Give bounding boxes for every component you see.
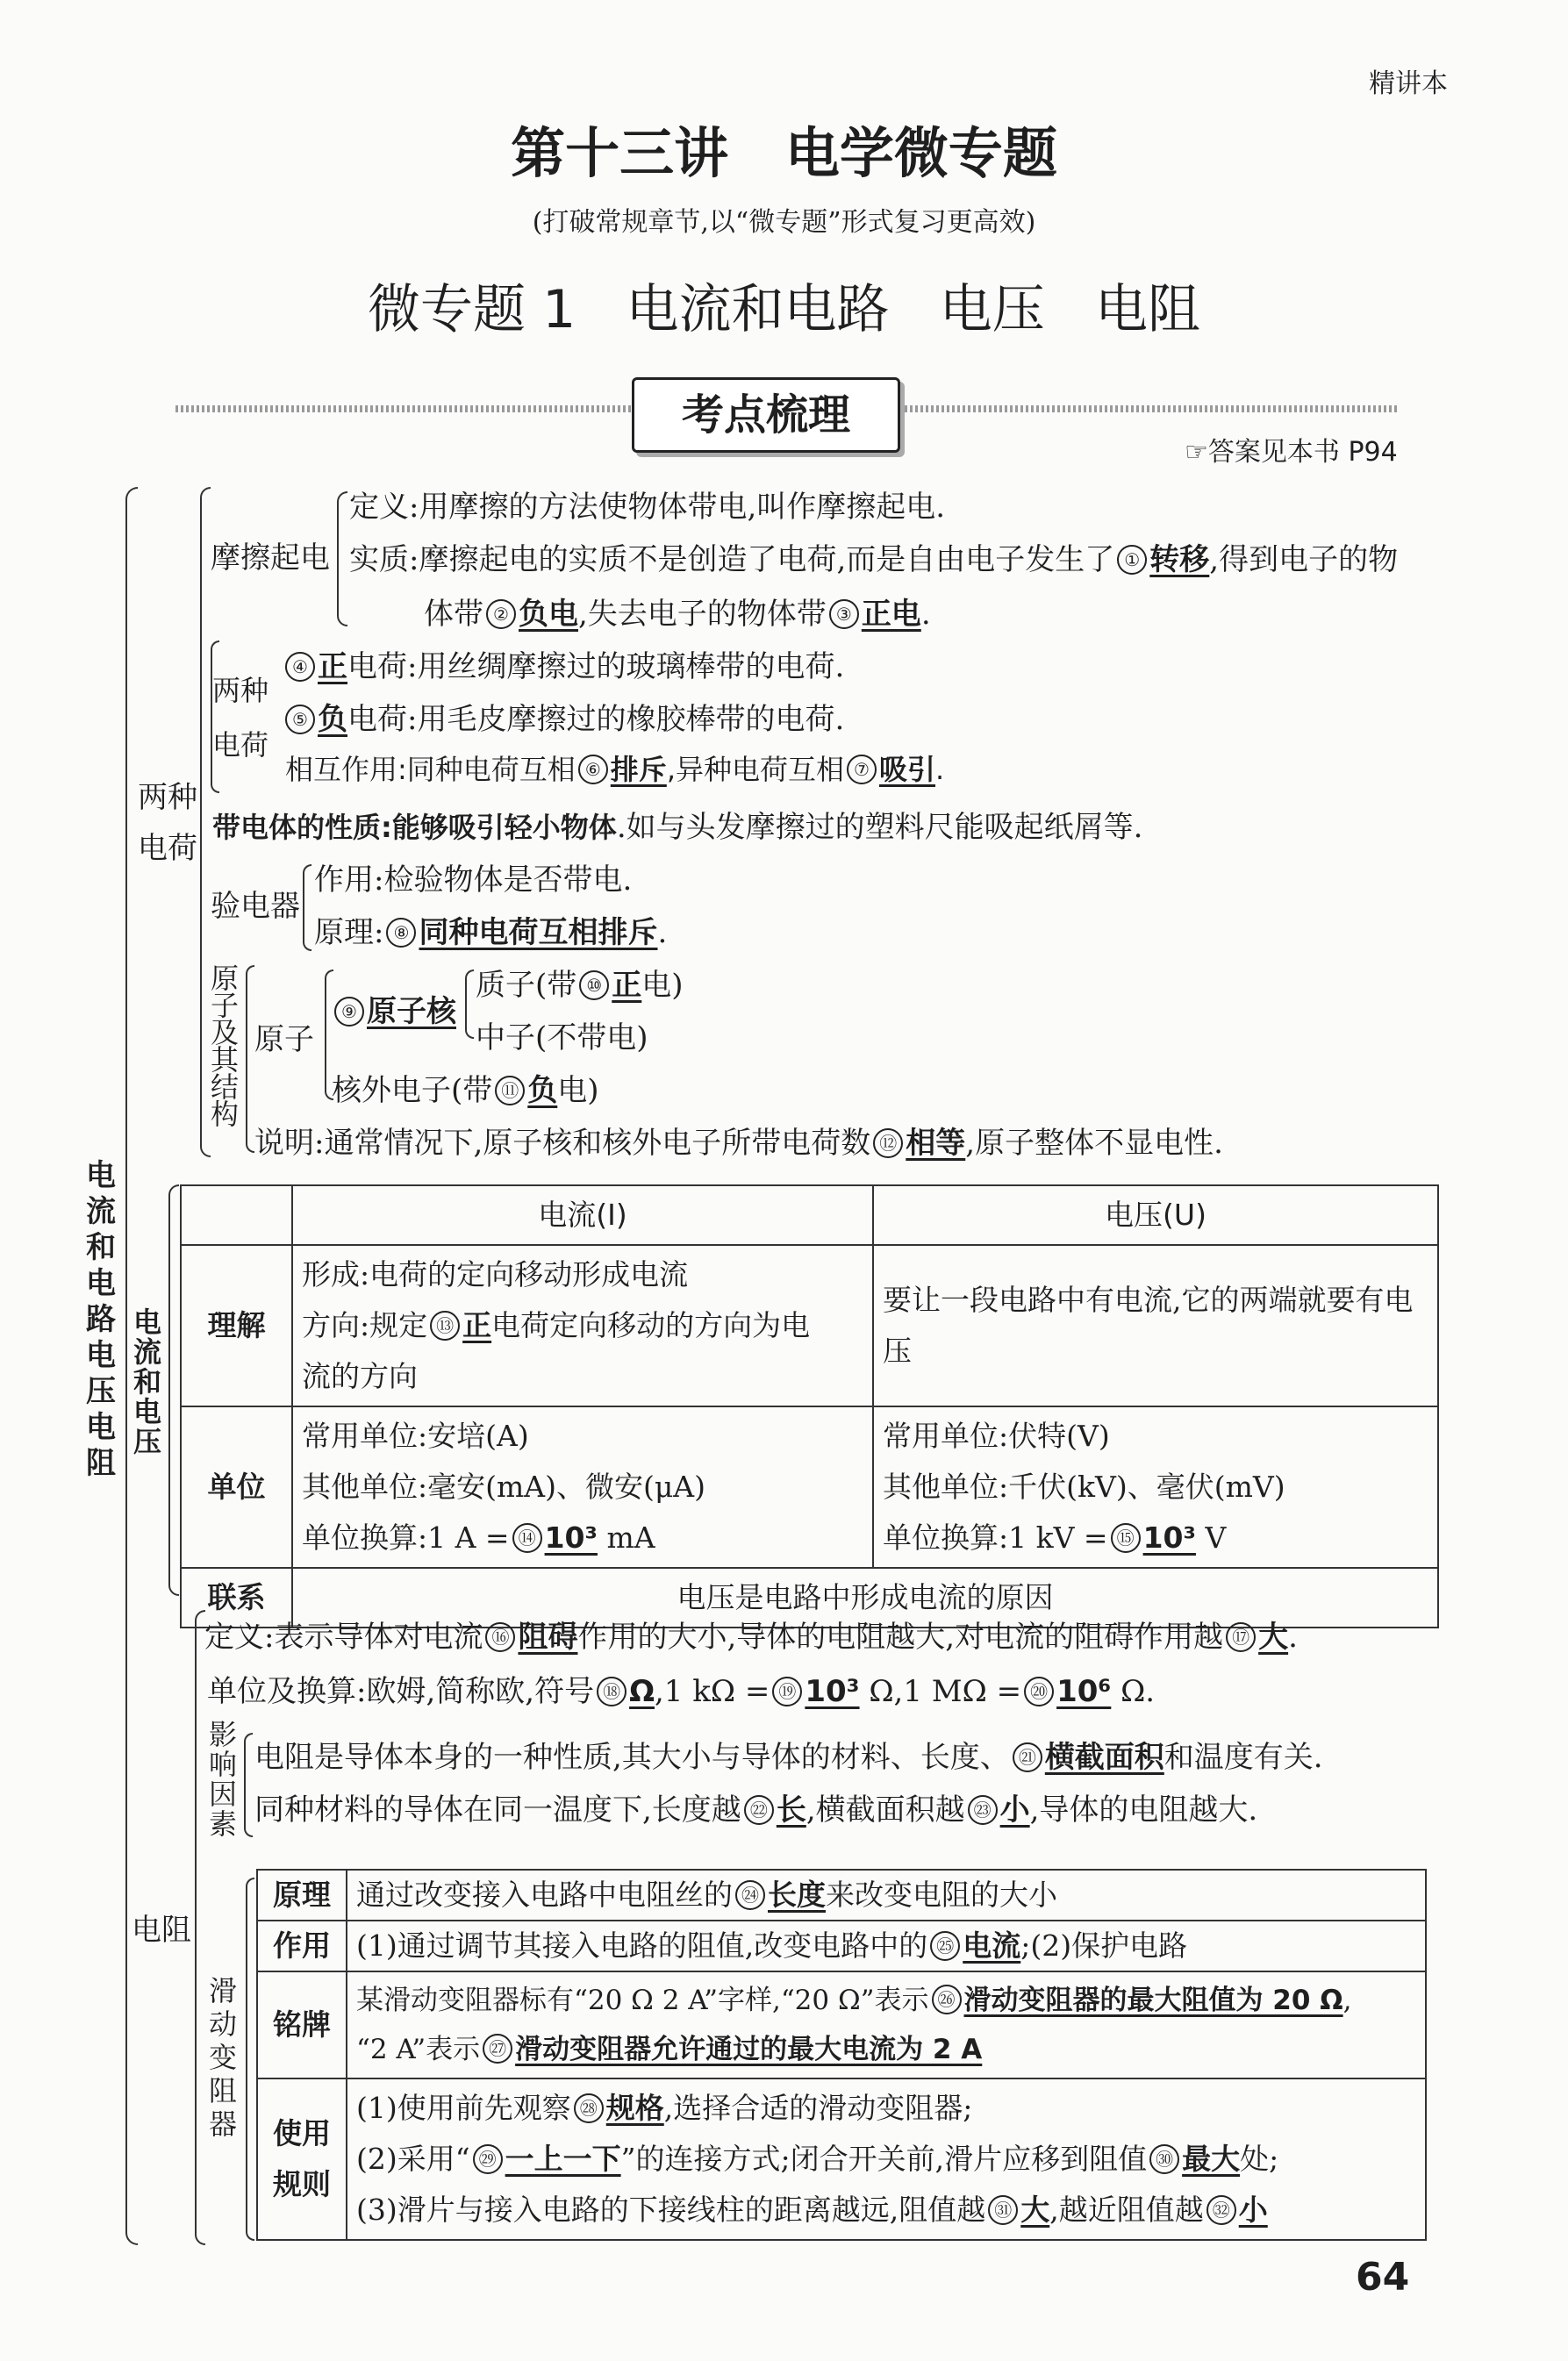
voltage-units bbox=[873, 1406, 1438, 1568]
current-voltage-table bbox=[180, 1184, 1439, 1628]
answer-5: 负 bbox=[318, 702, 347, 737]
two-kinds-label2: 电荷 bbox=[212, 728, 269, 762]
factor-2 bbox=[254, 1785, 1257, 1828]
interaction-text: ,异种电荷互相 bbox=[666, 753, 844, 786]
usage-text: ,选择合适的滑动变阻器; bbox=[663, 2091, 973, 2125]
factor-text: ,导体的电阻越大. bbox=[1029, 1792, 1258, 1828]
blank-number: ⑱ bbox=[597, 1677, 626, 1706]
current-unit-other: 其他单位:毫安(mA)、微安(μA) bbox=[302, 1470, 706, 1504]
answer-23: 小 bbox=[999, 1792, 1030, 1828]
blank-number: ⑪ bbox=[495, 1076, 525, 1105]
answer-28: 规格 bbox=[605, 2091, 664, 2125]
answer-11: 负 bbox=[527, 1073, 558, 1108]
function-cell bbox=[347, 1921, 1426, 1971]
atom-note bbox=[254, 1119, 1223, 1162]
blank-number: ⑬ bbox=[430, 1311, 460, 1341]
nucleus bbox=[332, 987, 456, 1030]
blank-number: ⑰ bbox=[1226, 1622, 1256, 1652]
friction-brace bbox=[337, 491, 347, 626]
answer-ref-text: 答案见本书 P94 bbox=[1207, 437, 1398, 468]
charges-label: 两种电荷 bbox=[138, 780, 197, 866]
topic-title: 微专题 1 电流和电路 电压 电阻 bbox=[368, 279, 1200, 340]
factor-text: 同种材料的导体在同一温度下,长度越 bbox=[254, 1792, 741, 1828]
blank-number: ⑦ bbox=[847, 755, 877, 784]
blank-number: ⑧ bbox=[386, 918, 416, 948]
answer-32: 小 bbox=[1238, 2193, 1268, 2227]
answer-29: 一上一下 bbox=[505, 2142, 621, 2176]
plate-line-2 bbox=[356, 2025, 1416, 2074]
row-label-relation: 联系 bbox=[181, 1568, 292, 1628]
answer-20: 10⁶ bbox=[1056, 1674, 1112, 1709]
answer-18: Ω bbox=[629, 1674, 655, 1709]
voltage-unit-common: 常用单位:伏特(V) bbox=[883, 1419, 1110, 1453]
cv-brace bbox=[168, 1184, 179, 1596]
function-text: ;(2)保护电路 bbox=[1020, 1928, 1188, 1963]
answer-3: 正电 bbox=[861, 597, 921, 632]
plate-line-1 bbox=[356, 1976, 1416, 2025]
row-label-principle: 原理 bbox=[257, 1870, 347, 1921]
section-label: 考点梳理 bbox=[632, 377, 900, 453]
blank-number: ④ bbox=[285, 652, 315, 682]
unit-text: Ω. bbox=[1111, 1674, 1156, 1709]
def-text: 作用的大小,导体的电阻越大,对电流的阻碍作用越 bbox=[577, 1620, 1224, 1655]
unit-text: 单位及换算:欧姆,简称欧,符号 bbox=[207, 1674, 595, 1709]
row-label-function: 作用 bbox=[257, 1921, 347, 1971]
cv-label: 电流和电压 bbox=[132, 1306, 161, 1458]
factor-text: ,横截面积越 bbox=[805, 1792, 965, 1828]
conversion-text: mA bbox=[597, 1520, 655, 1555]
usage-rule-3 bbox=[356, 2185, 1416, 2236]
answer-9: 原子核 bbox=[367, 994, 456, 1029]
plate-text: “2 A”表示 bbox=[356, 2034, 481, 2065]
answer-25: 电流 bbox=[963, 1928, 1021, 1963]
voltage-unit-other: 其他单位:千伏(kV)、毫伏(mV) bbox=[883, 1470, 1285, 1504]
period: . bbox=[920, 597, 931, 632]
electron-text: 电) bbox=[557, 1073, 599, 1108]
factors-brace bbox=[244, 1733, 253, 1837]
rheostat-table bbox=[256, 1869, 1427, 2241]
row-label-unit: 单位 bbox=[181, 1406, 292, 1568]
blank-number: ㉘ bbox=[574, 2093, 604, 2123]
blank-number: ⑯ bbox=[485, 1622, 515, 1652]
friction-def: 定义:用摩擦的方法使物体带电,叫作摩擦起电. bbox=[349, 490, 946, 525]
answer-31: 大 bbox=[1020, 2193, 1050, 2227]
conversion-text: 单位换算:1 kV = bbox=[883, 1520, 1108, 1555]
proton-text: 电) bbox=[641, 968, 684, 1003]
friction-label: 摩擦起电 bbox=[211, 540, 330, 576]
main-topic-label: 电流和电路 电压 电阻 bbox=[86, 1158, 116, 1481]
plate-text: , bbox=[1342, 1985, 1352, 2016]
pointing-hand-icon: ☞ bbox=[1185, 437, 1208, 468]
blank-number: ① bbox=[1117, 545, 1147, 575]
col-current: 电流(I) bbox=[292, 1185, 873, 1245]
blank-number: ㉔ bbox=[735, 1880, 765, 1910]
factor-text: 电阻是导体本身的一种性质,其大小与导体的材料、长度、 bbox=[254, 1740, 1010, 1775]
blank-number: ㉛ bbox=[988, 2195, 1018, 2225]
voltage-unit-conversion bbox=[883, 1513, 1428, 1563]
blank-number: ㉓ bbox=[968, 1795, 998, 1825]
answer-15: 10³ bbox=[1142, 1520, 1196, 1555]
note-text: 说明:通常情况下,原子核和核外电子所带电荷数 bbox=[254, 1126, 871, 1161]
usage-text: 处; bbox=[1240, 2142, 1279, 2176]
factors-label: 影响因素 bbox=[208, 1718, 237, 1841]
negative-charge bbox=[283, 695, 844, 738]
table-row bbox=[181, 1245, 1438, 1406]
answer-4: 正 bbox=[318, 649, 347, 684]
answer-13: 正 bbox=[462, 1308, 492, 1342]
row-label-plate: 铭牌 bbox=[257, 1971, 347, 2078]
resistance-brace bbox=[195, 1610, 205, 2245]
answer-8: 同种电荷互相排斥 bbox=[419, 915, 658, 950]
table-row bbox=[257, 2078, 1426, 2240]
table-corner bbox=[181, 1185, 292, 1245]
unit-text: ,1 kΩ = bbox=[654, 1674, 770, 1709]
usage-text: ,越近阻值越 bbox=[1049, 2193, 1204, 2227]
essence-text: 体带 bbox=[424, 597, 483, 632]
direction-text: 方向:规定 bbox=[302, 1308, 428, 1342]
answer-30: 最大 bbox=[1182, 2142, 1241, 2176]
answer-ref bbox=[1185, 430, 1398, 469]
answer-21: 横截面积 bbox=[1044, 1740, 1164, 1775]
plate-text: 某滑动变阻器标有“20 Ω 2 A”字样,“20 Ω”表示 bbox=[356, 1985, 929, 2016]
electroscope-principle bbox=[314, 908, 667, 951]
atom-structure-brace bbox=[246, 965, 254, 1153]
charged-property bbox=[212, 803, 1142, 846]
page-number: 64 bbox=[1356, 2255, 1410, 2300]
rheostat-label: 滑动变阻器 bbox=[208, 1974, 237, 2141]
essence-text: ,得到电子的物 bbox=[1209, 542, 1399, 577]
blank-number: ⑳ bbox=[1024, 1677, 1054, 1706]
interaction-text: 相互作用:同种电荷互相 bbox=[285, 753, 576, 786]
conversion-text: V bbox=[1195, 1520, 1227, 1555]
usage-text: (2)采用“ bbox=[356, 2142, 470, 2176]
header-tag: 精讲本 bbox=[1369, 68, 1448, 99]
usage-cell bbox=[347, 2078, 1426, 2240]
current-units bbox=[292, 1406, 873, 1568]
electroscope-label: 验电器 bbox=[211, 889, 300, 924]
property-rest: .如与头发摩擦过的塑料尺能吸起纸屑等. bbox=[616, 810, 1143, 845]
answer-6: 排斥 bbox=[610, 753, 667, 786]
note-text: ,原子整体不显电性. bbox=[965, 1126, 1223, 1161]
plate-cell bbox=[347, 1971, 1426, 2078]
current-unit-conversion bbox=[302, 1513, 863, 1563]
divider-right bbox=[899, 405, 1400, 412]
current-direction bbox=[302, 1300, 863, 1351]
function-text: (1)通过调节其接入电路的阻值,改变电路中的 bbox=[356, 1928, 928, 1963]
principle-text: 通过改变接入电路中电阻丝的 bbox=[356, 1878, 733, 1912]
friction-essence-line2 bbox=[424, 590, 931, 633]
answer-27: 滑动变阻器允许通过的最大电流为 2 A bbox=[515, 2034, 983, 2065]
blank-number: ⑮ bbox=[1111, 1523, 1141, 1553]
answer-2: 负电 bbox=[519, 597, 578, 632]
period: . bbox=[935, 753, 945, 786]
resistance-def bbox=[204, 1613, 1298, 1656]
blank-number: ㉖ bbox=[932, 1985, 962, 2014]
table-row bbox=[257, 1921, 1426, 1971]
usage-text: ”的连接方式;闭合开关前,滑片应移到阻值 bbox=[620, 2142, 1148, 2176]
answer-7: 吸引 bbox=[879, 753, 936, 786]
two-kinds-brace bbox=[211, 640, 219, 793]
electroscope-brace bbox=[303, 864, 311, 951]
answer-19: 10³ bbox=[805, 1674, 860, 1709]
def-text: 定义:表示导体对电流 bbox=[204, 1620, 483, 1655]
blank-number: ⑩ bbox=[579, 970, 609, 1000]
charge-text: 电荷:用毛皮摩擦过的橡胶棒带的电荷. bbox=[347, 702, 845, 737]
table-row bbox=[257, 1870, 1426, 1921]
current-unit-common: 常用单位:安培(A) bbox=[302, 1419, 529, 1453]
proton bbox=[476, 961, 684, 1004]
blank-number: ㉚ bbox=[1149, 2144, 1179, 2174]
nucleus-brace bbox=[465, 969, 474, 1039]
essence-text: 实质:摩擦起电的实质不是创造了电荷,而是自由电子发生了 bbox=[349, 542, 1115, 577]
row-label-understand: 理解 bbox=[181, 1245, 292, 1406]
blank-number: ③ bbox=[829, 599, 859, 629]
usage-rule-2 bbox=[356, 2134, 1416, 2185]
charge-text: 电荷:用丝绸摩擦过的玻璃棒带的电荷. bbox=[347, 649, 845, 684]
answer-14: 10³ bbox=[544, 1520, 598, 1555]
answer-16: 阻碍 bbox=[518, 1620, 578, 1655]
property-bold: 带电体的性质:能够吸引轻小物体 bbox=[212, 811, 617, 844]
conversion-text: 单位换算:1 A = bbox=[302, 1520, 510, 1555]
atom-structure-label: 原子及其结构 bbox=[210, 962, 239, 1131]
answer-10: 正 bbox=[612, 968, 642, 1003]
electroscope-use: 作用:检验物体是否带电. bbox=[314, 862, 633, 898]
resistance-label: 电阻 bbox=[132, 1913, 191, 1948]
blank-number: ㉑ bbox=[1013, 1742, 1042, 1772]
blank-number: ⑫ bbox=[873, 1128, 903, 1158]
two-kinds-label1: 两种 bbox=[212, 674, 269, 707]
row-label-usage: 使用规则 bbox=[257, 2078, 347, 2240]
answer-26: 滑动变阻器的最大阻值为 20 Ω bbox=[963, 1985, 1343, 2016]
answer-1: 转移 bbox=[1149, 542, 1210, 577]
factor-1 bbox=[254, 1733, 1323, 1776]
factor-text: 和温度有关. bbox=[1163, 1740, 1323, 1775]
blank-number: ⑤ bbox=[285, 705, 315, 734]
essence-text: ,失去电子的物体带 bbox=[578, 597, 827, 632]
neutron: 中子(不带电) bbox=[476, 1020, 648, 1055]
usage-rule-1 bbox=[356, 2083, 1416, 2134]
usage-text: (1)使用前先观察 bbox=[356, 2091, 571, 2125]
period: . bbox=[1288, 1620, 1298, 1655]
blank-number: ⑨ bbox=[334, 997, 364, 1027]
relation-cell: 电压是电路中形成电流的原因 bbox=[292, 1568, 1438, 1628]
atom-label: 原子 bbox=[254, 1022, 314, 1057]
divider-left bbox=[175, 405, 632, 412]
blank-number: ㉗ bbox=[483, 2034, 512, 2064]
current-direction-line2: 流的方向 bbox=[302, 1359, 418, 1393]
current-formation: 形成:电荷的定向移动形成电流 bbox=[302, 1257, 689, 1291]
principle-text: 来改变电阻的大小 bbox=[826, 1878, 1057, 1912]
electron-text: 核外电子(带 bbox=[332, 1073, 493, 1108]
blank-number: ㉙ bbox=[473, 2144, 503, 2174]
blank-number: ⑥ bbox=[578, 755, 608, 784]
blank-number: ㉒ bbox=[744, 1795, 774, 1825]
proton-text: 质子(带 bbox=[476, 968, 577, 1003]
blank-number: ㉜ bbox=[1206, 2195, 1236, 2225]
col-voltage: 电压(U) bbox=[873, 1185, 1438, 1245]
blank-number: ⑭ bbox=[512, 1523, 542, 1553]
table-row bbox=[181, 1406, 1438, 1568]
electron bbox=[332, 1066, 599, 1109]
blank-number: ② bbox=[486, 599, 516, 629]
usage-text: (3)滑片与接入电路的下接线柱的距离越远,阻值越 bbox=[356, 2193, 986, 2227]
blank-number: ㉕ bbox=[930, 1931, 960, 1961]
rheostat-brace bbox=[246, 1878, 254, 2241]
unit-text: Ω,1 MΩ = bbox=[859, 1674, 1022, 1709]
voltage-understand: 要让一段电路中有电流,它的两端就要有电压 bbox=[873, 1245, 1438, 1406]
period: . bbox=[657, 915, 668, 950]
direction-text: 电荷定向移动的方向为电 bbox=[491, 1308, 811, 1342]
table-row bbox=[257, 1971, 1426, 2078]
interaction bbox=[285, 748, 944, 788]
table-header-row bbox=[181, 1185, 1438, 1245]
lecture-title: 第十三讲 电学微专题 bbox=[511, 121, 1057, 185]
positive-charge bbox=[283, 642, 844, 685]
answer-12: 相等 bbox=[906, 1126, 966, 1161]
answer-22: 长 bbox=[776, 1792, 806, 1828]
principle-cell bbox=[347, 1870, 1426, 1921]
resistance-unit bbox=[207, 1667, 1155, 1710]
friction-essence bbox=[349, 535, 1398, 578]
answer-17: 大 bbox=[1258, 1620, 1289, 1655]
current-understand bbox=[292, 1245, 873, 1406]
answer-24: 长度 bbox=[768, 1878, 826, 1912]
principle-text: 原理: bbox=[314, 915, 384, 950]
blank-number: ⑲ bbox=[772, 1677, 802, 1706]
lecture-subtitle: (打破常规章节,以“微专题”形式复习更高效) bbox=[532, 207, 1036, 238]
